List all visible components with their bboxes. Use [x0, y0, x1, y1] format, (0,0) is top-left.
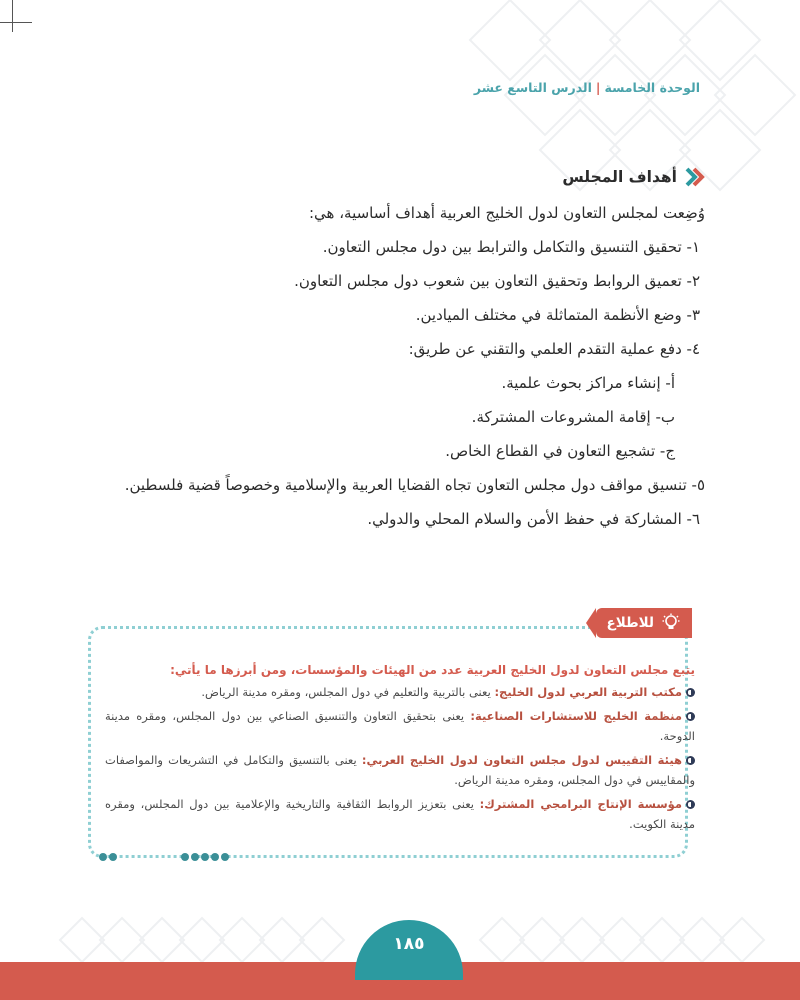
- crop-mark-horizontal: [0, 22, 32, 23]
- objective-item: ٤- دفع عملية التقدم العلمي والتقني عن طريق:: [408, 340, 700, 358]
- section-title: أهداف المجلس: [562, 168, 677, 186]
- bullet-icon: [686, 712, 695, 721]
- info-entry: [105, 682, 695, 702]
- bullet-icon: [686, 756, 695, 765]
- entry-label: منظمة الخليج للاستشارات الصناعية:: [470, 709, 682, 723]
- objective-item: ٣- وضع الأنظمة المتماثلة في مختلف الميادين.: [415, 306, 700, 324]
- info-entry: [105, 706, 695, 746]
- decorative-dots: [99, 853, 229, 861]
- objectives-text: [90, 196, 705, 536]
- double-chevron-icon: [683, 166, 705, 188]
- objective-subitem: أ- إنشاء مراكز بحوث علمية.: [501, 374, 675, 392]
- lightbulb-icon: [662, 613, 680, 633]
- objective-item: ٥- تنسيق مواقف دول مجلس التعاون تجاه القضايا العربية والإسلامية وخصوصاً قضية فلسطين.: [124, 476, 705, 494]
- info-tab-body: [596, 608, 692, 638]
- header-separator: |: [595, 80, 601, 95]
- info-content: [105, 660, 695, 838]
- entry-label: هيئة التقييس لدول مجلس التعاون لدول الخليج العربي:: [361, 753, 682, 767]
- entry-label: مؤسسة الإنتاج البرامجي المشترك:: [479, 797, 682, 811]
- objective-item: ٢- تعميق الروابط وتحقيق التعاون بين شعوب دول مجلس التعاون.: [294, 272, 700, 290]
- info-tab-arrow: [586, 608, 596, 638]
- info-entry: [105, 750, 695, 790]
- objective-subitem: ب- إقامة المشروعات المشتركة.: [471, 408, 675, 426]
- running-header: [474, 80, 700, 95]
- objective-item: ٦- المشاركة في حفظ الأمن والسلام المحلي والدولي.: [367, 510, 700, 528]
- section-heading: [562, 166, 705, 188]
- entry-text: يعنى بالتربية والتعليم في دول المجلس، ومقره مدينة الرياض.: [201, 685, 495, 699]
- objectives-intro: وُضِعت لمجلس التعاون لدول الخليج العربية أهداف أساسية، هي:: [308, 204, 705, 222]
- entry-text: يعنى بتعزيز الروابط الثقافية والتاريخية والإعلامية بين دول المجلس، ومقره مدينة الكويت.: [105, 797, 695, 831]
- entry-label: مكتب التربية العربي لدول الخليج:: [494, 685, 682, 699]
- entry-text: يعنى بالتنسيق والتكامل في التشريعات والمواصفات والمقاييس في دول المجلس، ومقره مدينة الرياض.: [105, 753, 695, 787]
- info-tab-label: للاطلاع: [606, 615, 654, 631]
- unit-label: الوحدة الخامسة: [604, 80, 700, 95]
- lesson-label: الدرس التاسع عشر: [473, 80, 592, 95]
- crop-mark-vertical: [12, 0, 13, 32]
- info-entry: [105, 794, 695, 834]
- bullet-icon: [686, 800, 695, 809]
- objective-subitem: ج- تشجيع التعاون في القطاع الخاص.: [445, 442, 675, 460]
- objective-item: ١- تحقيق التنسيق والتكامل والترابط بين دول مجلس التعاون.: [322, 238, 700, 256]
- page-number: ١٨٥: [355, 920, 463, 980]
- info-intro: يتبع مجلس التعاون لدول الخليج العربية عدد من الهيئات والمؤسسات، ومن أبرزها ما يأتي:: [170, 663, 695, 677]
- bullet-icon: [686, 688, 695, 697]
- info-tab: [586, 608, 692, 638]
- entry-text: يعنى بتحقيق التعاون والتنسيق الصناعي بين دول المجلس، ومقره مدينة الدوحة.: [105, 709, 695, 743]
